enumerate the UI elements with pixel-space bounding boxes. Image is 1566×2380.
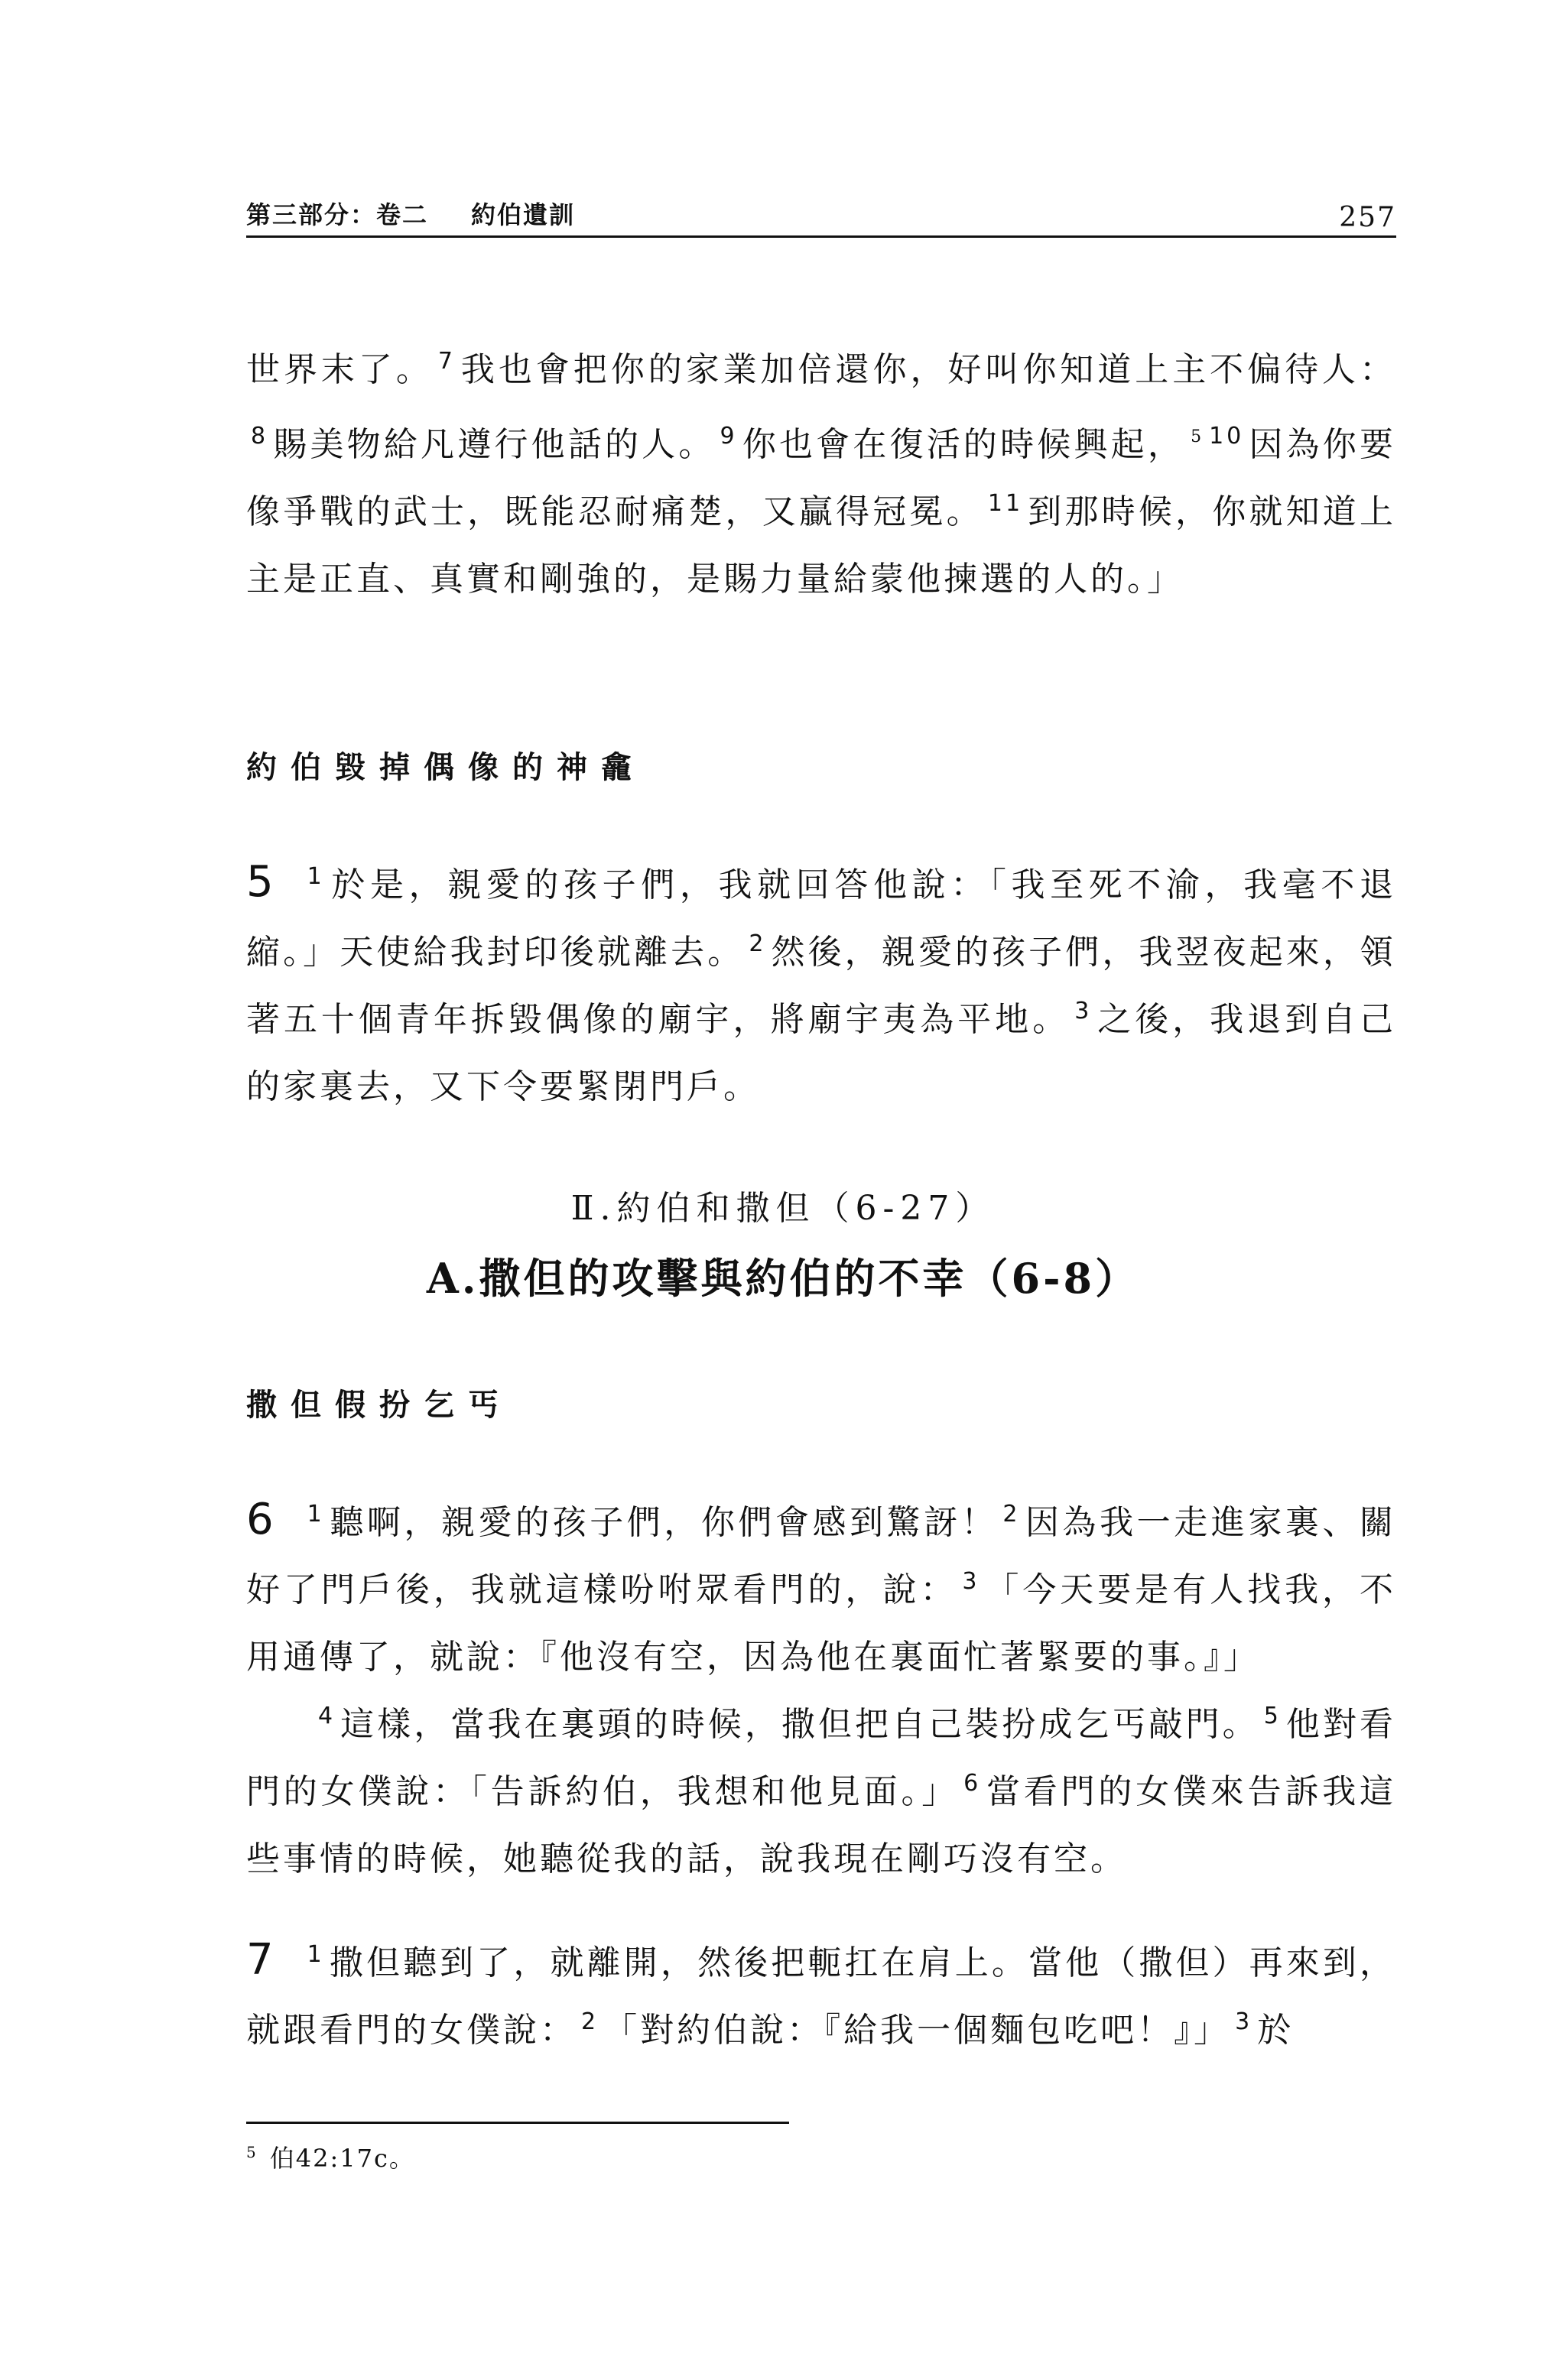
- text: 當看門的女僕來告訴我這些事情的時候，她聽從我的話，說我現在剛巧沒有空。: [246, 1772, 1397, 1878]
- text: 聽啊，親愛的孩子們，你們會感到驚訝！: [329, 1503, 999, 1542]
- text: 到那時候，你就知道上主是正直、真實和剛強的，是賜力量給蒙他揀選的人的。」: [246, 492, 1396, 599]
- text: 世界末了。: [246, 350, 434, 389]
- section-title: Ⅱ.約伯和撒但（6-27）: [570, 1189, 996, 1228]
- chapter-number: 7: [246, 1935, 277, 1985]
- text: 「對約伯說：『給我一個麵包吃吧！』」: [603, 2011, 1231, 2050]
- verse-number: 1: [307, 863, 325, 890]
- chapter-number: 5: [246, 857, 277, 907]
- text: 他對看門的女僕說：「告訴約伯，我想和他見面。」: [246, 1705, 1396, 1811]
- verse-number: 7: [437, 348, 456, 375]
- verse-number: 8: [251, 423, 269, 450]
- verse-number: 6: [963, 1770, 982, 1797]
- text: 撒但聽到了，就離開，然後把軛扛在肩上。當他（撒但）再來到，就跟看門的女僕說：: [246, 1943, 1396, 2050]
- paragraph-ch7: [246, 1927, 1396, 2064]
- verse-number: 10: [1209, 423, 1245, 450]
- text: 這樣，當我在裏頭的時候，撒但把自己裝扮成乞丐敲門。: [340, 1705, 1259, 1744]
- text: 因為我一走進家裏、關好了門戶後，我就這樣吩咐眾看門的，說：: [246, 1503, 1396, 1609]
- verse-number: 2: [749, 930, 767, 957]
- verse-number: 3: [1074, 998, 1093, 1024]
- paragraph-ch4-end: [246, 336, 1396, 613]
- section-subtitle: A.撒但的攻擊與約伯的不幸（6-8）: [426, 1254, 1140, 1303]
- text: 你也會在復活的時候興起，: [742, 425, 1185, 464]
- chapter-number: 6: [246, 1495, 277, 1544]
- footnote-reference[interactable]: 5: [1191, 427, 1205, 446]
- header-section: 第三部分：卷二: [246, 200, 429, 229]
- text: 「今天要是有人找我，不用通傳了，就說：『他沒有空，因為他在裏面忙著緊要的事。』」: [246, 1570, 1397, 1677]
- text: 然後，親愛的孩子們，我翌夜起來，領著五十個青年拆毀偶像的廟宇，將廟宇夷為平地。: [246, 933, 1396, 1039]
- verse-number: 11: [987, 490, 1024, 517]
- verse-number: 3: [962, 1568, 980, 1595]
- text: 賜美物給凡遵行他話的人。: [273, 425, 716, 464]
- subheading-idol-shrine: 約伯毀掉偶像的神龕: [246, 750, 645, 785]
- subheading-satan-beggar: 撒但假扮乞丐: [246, 1388, 512, 1423]
- footnote-divider: [246, 2122, 789, 2124]
- header-book: 約伯遺訓: [471, 200, 576, 229]
- running-header-title: [246, 196, 575, 231]
- text: 之後，我退到自己的家裏去，又下令要緊閉門戶。: [246, 1000, 1397, 1106]
- footnote-text: 伯42:17c。: [269, 2144, 415, 2173]
- verse-number: 9: [720, 423, 738, 450]
- paragraph-ch6: [246, 1486, 1396, 1893]
- verse-number: 2: [1002, 1501, 1021, 1528]
- running-header: [246, 190, 1396, 238]
- text: 我也會把你的家業加倍還你，好叫你知道上主不偏待人：: [460, 350, 1397, 389]
- paragraph-ch5: [246, 849, 1396, 1121]
- verse-number: 1: [307, 1501, 325, 1528]
- footnote: [246, 2139, 415, 2174]
- verse-number: 5: [1263, 1703, 1282, 1729]
- verse-number: 1: [307, 1941, 325, 1968]
- page-number: 257: [1339, 202, 1396, 233]
- verse-number: 2: [581, 2008, 599, 2035]
- footnote-mark: 5: [246, 2143, 258, 2161]
- verse-number: 3: [1235, 2008, 1253, 2035]
- verse-number: 4: [318, 1703, 336, 1729]
- text: 於是，親愛的孩子們，我就回答他說：「我至死不渝，我毫不退縮。」天使給我封印後就離去。: [246, 865, 1396, 972]
- text: 因為你要像爭戰的武士，既能忍耐痛楚，又贏得冠冕。: [246, 425, 1396, 531]
- text: 於: [1257, 2011, 1295, 2050]
